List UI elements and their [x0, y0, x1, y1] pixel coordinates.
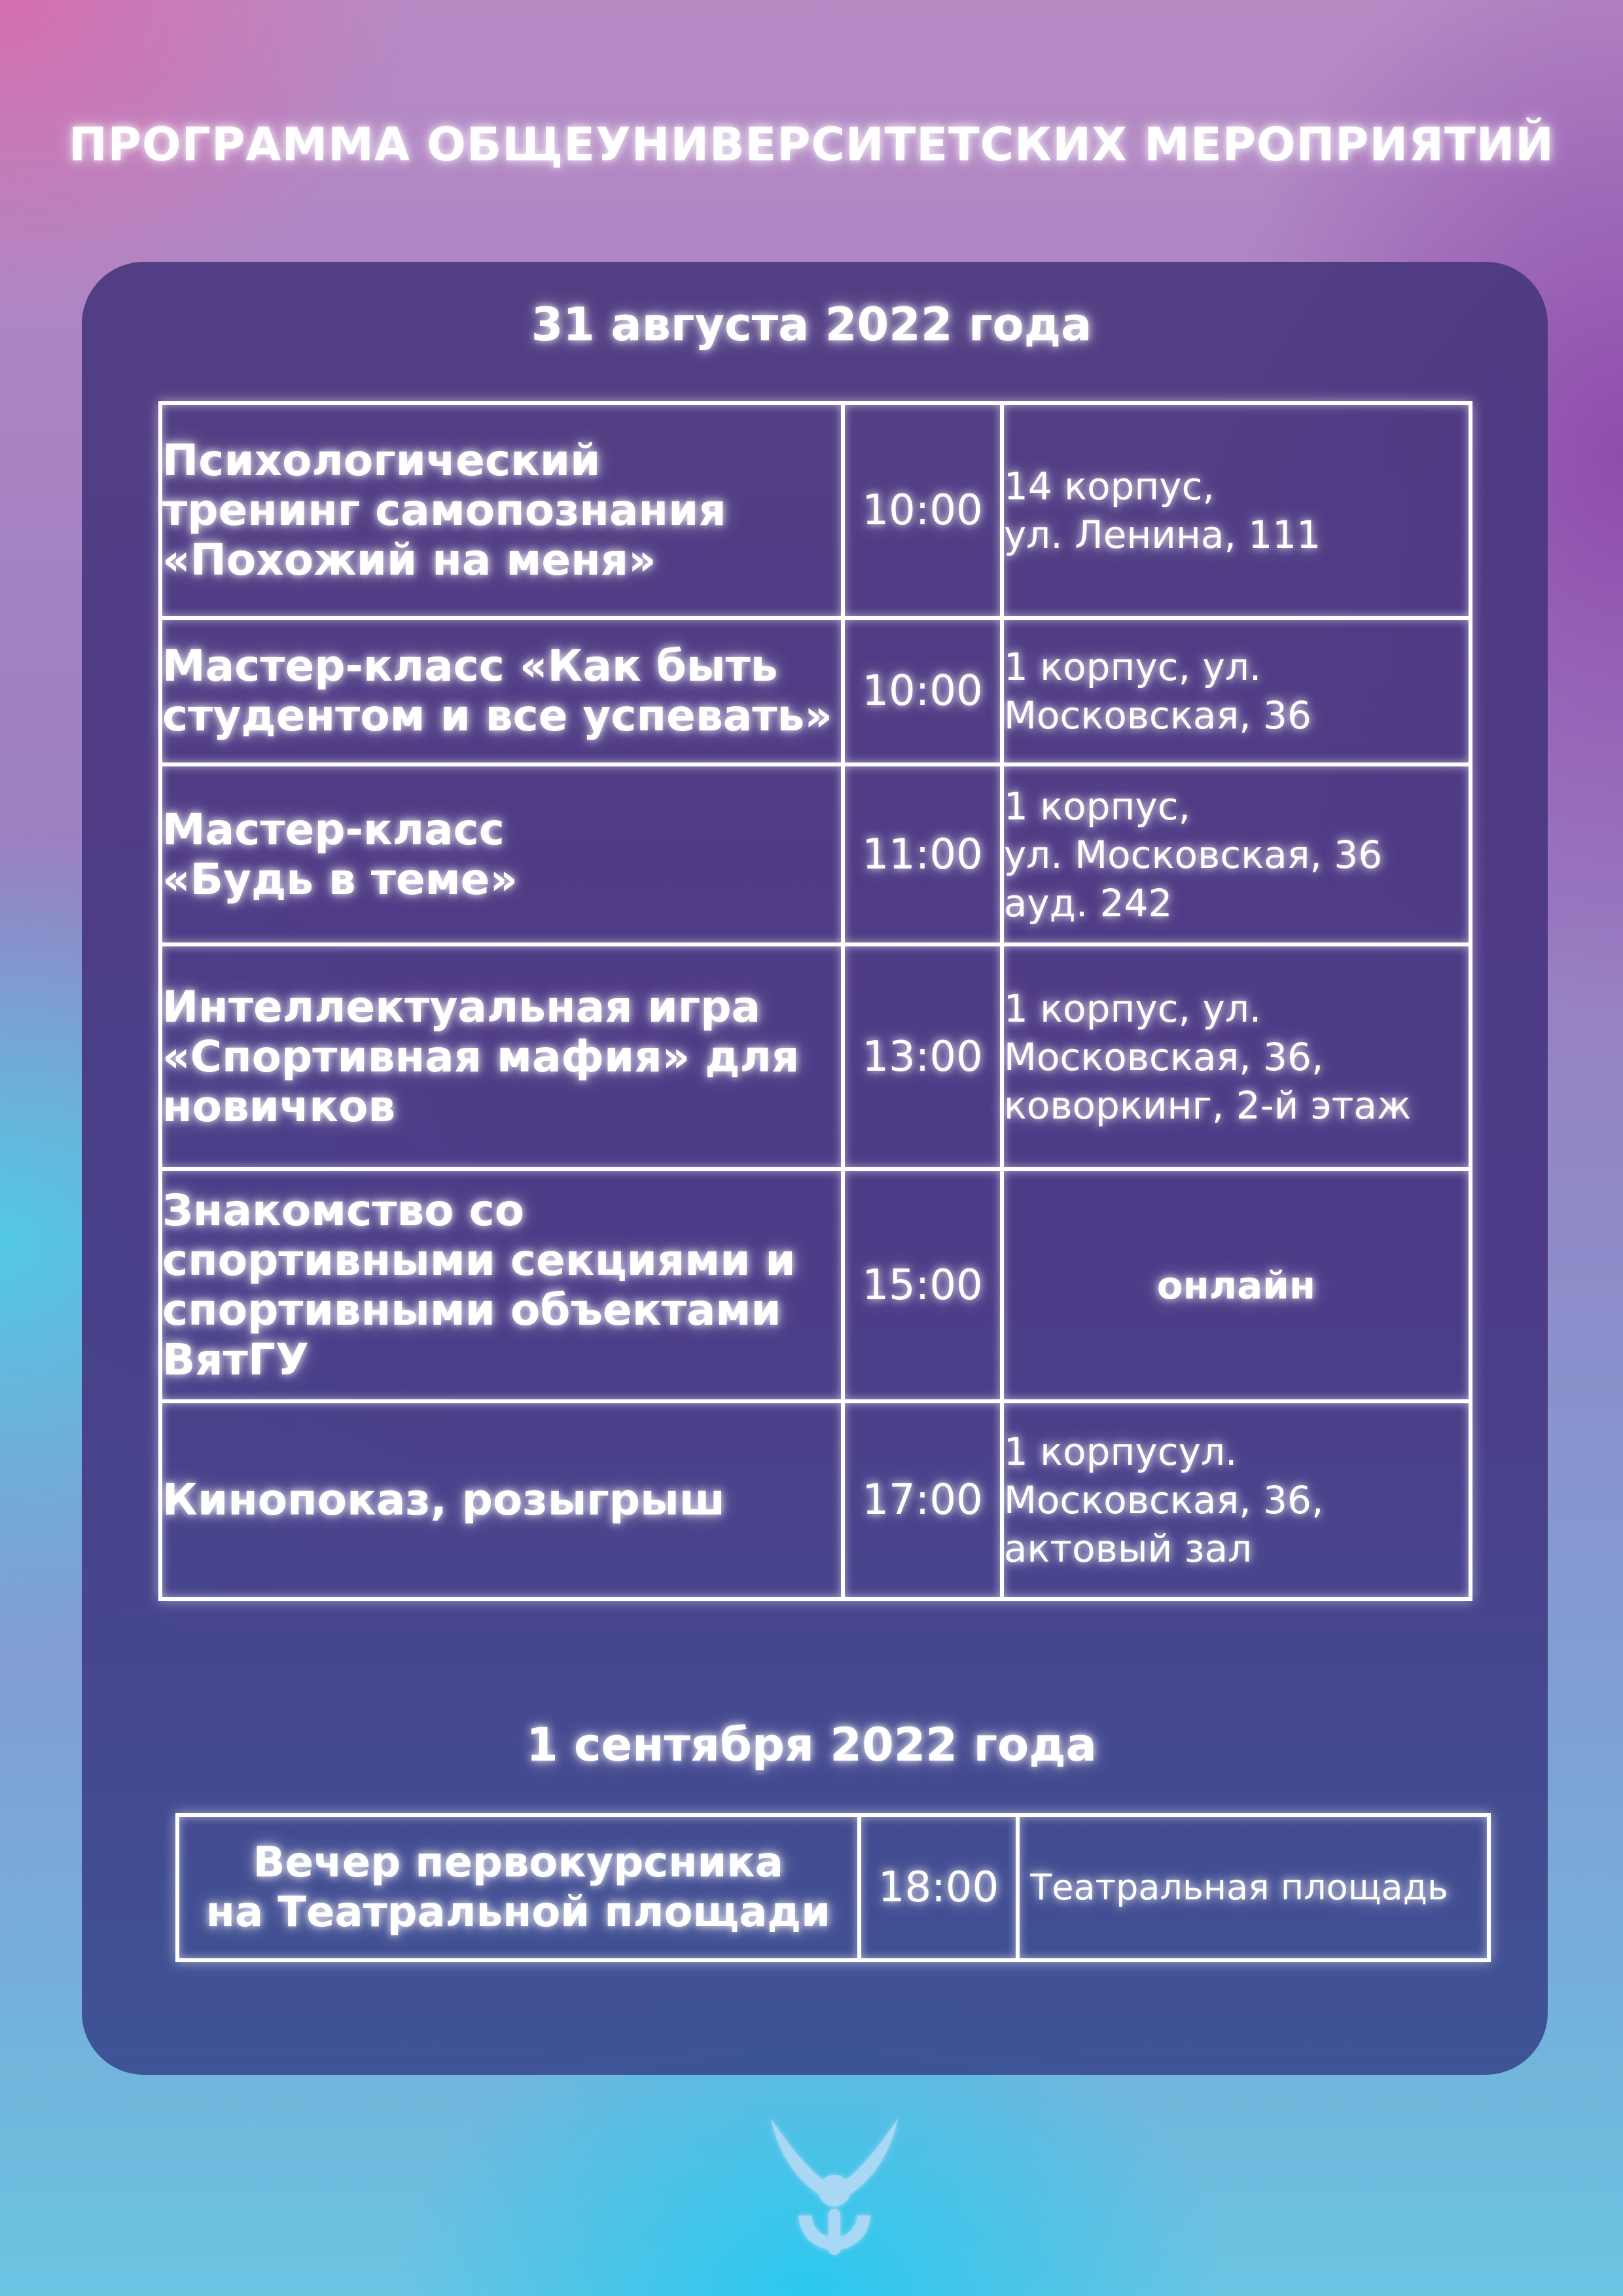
table-row	[160, 618, 1471, 764]
event-time: 13:00	[843, 944, 1002, 1169]
table-row	[160, 1401, 1471, 1599]
day2-date: 1 сентября 2022 года	[526, 1718, 1097, 1772]
event-place: 1 корпусул. Московская, 36, актовый зал	[1002, 1401, 1471, 1599]
event-time: 11:00	[843, 764, 1002, 944]
event-place: 1 корпус, ул. Московская, 36, коворкинг, 2-й этаж	[1002, 944, 1471, 1169]
event-time: 10:00	[843, 403, 1002, 618]
event-place: 1 корпус, ул. Московская, 36 ауд. 242	[1002, 764, 1471, 944]
event-place: Театральная площадь	[1018, 1815, 1489, 1960]
event-name: Психологический тренинг самопознания «Похожий на меня»	[160, 403, 843, 618]
event-name: Кинопоказ, розыгрыш	[160, 1401, 843, 1599]
event-place: онлайн	[1002, 1169, 1471, 1401]
event-place: 1 корпус, ул. Московская, 36	[1002, 618, 1471, 764]
page-title: ПРОГРАММА ОБЩЕУНИВЕРСИТЕТСКИХ МЕРОПРИЯТИЙ	[69, 118, 1554, 171]
table-row	[160, 944, 1471, 1169]
day1-date: 31 августа 2022 года	[531, 298, 1092, 351]
university-logo-icon	[766, 2111, 903, 2281]
event-name: Знакомство со спортивными секциями и спортивными объектами ВятГУ	[160, 1169, 843, 1401]
event-name: Мастер-класс «Как быть студентом и все успевать»	[160, 618, 843, 764]
event-name: Мастер-класс «Будь в теме»	[160, 764, 843, 944]
day2-schedule-table	[175, 1813, 1491, 1962]
event-time: 17:00	[843, 1401, 1002, 1599]
event-time: 10:00	[843, 618, 1002, 764]
event-name: Интеллектуальная игра «Спортивная мафия» для новичков	[160, 944, 843, 1169]
event-place: 14 корпус, ул. Ленина, 111	[1002, 403, 1471, 618]
table-row	[177, 1815, 1489, 1960]
table-row	[160, 403, 1471, 618]
event-time: 15:00	[843, 1169, 1002, 1401]
day1-schedule-table	[158, 401, 1472, 1601]
table-row	[160, 764, 1471, 944]
table-row	[160, 1169, 1471, 1401]
event-time: 18:00	[859, 1815, 1018, 1960]
event-name: Вечер первокурсника на Театральной площади	[177, 1815, 859, 1960]
